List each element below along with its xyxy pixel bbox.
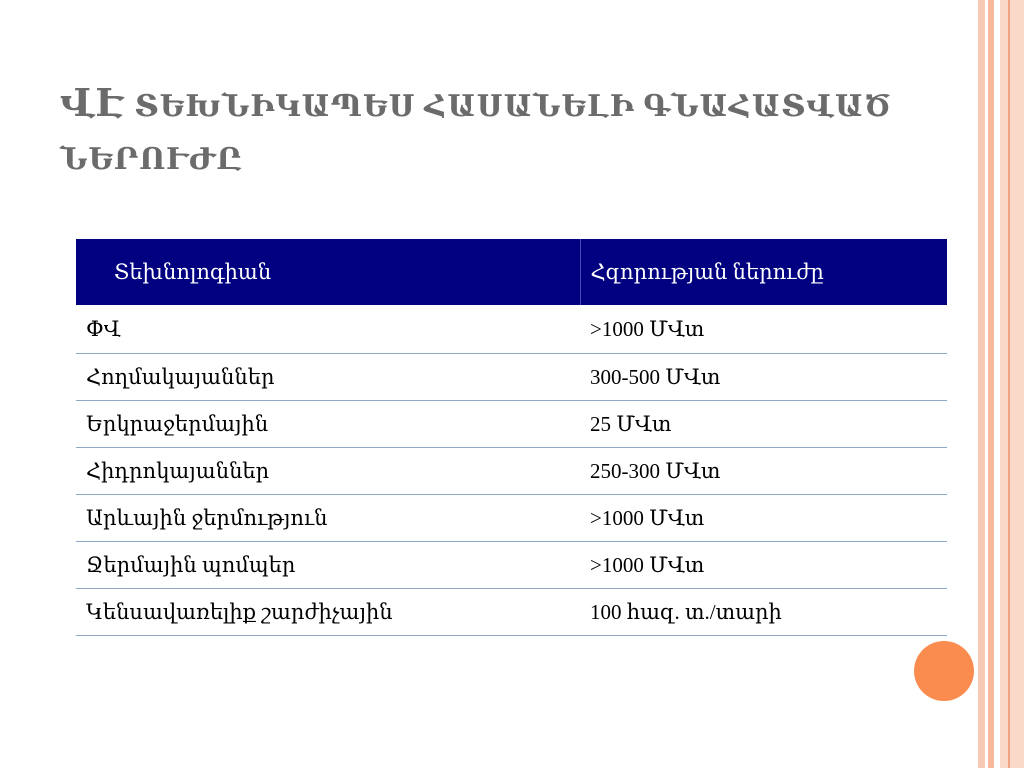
title-line-1: ՏԵԽՆԻԿԱՊԵՍ ՀԱՍԱՆԵԼԻ ԳՆԱՀԱՏՎԱԾ [134, 90, 892, 123]
decorative-circle [914, 641, 974, 701]
table-row [76, 401, 947, 448]
slide-title [60, 78, 940, 186]
cell-technology: Երկրաջերմային [76, 401, 580, 448]
cell-capacity: 100 հազ. տ./տարի [580, 589, 947, 636]
table-row [76, 542, 947, 589]
table-row [76, 495, 947, 542]
cell-technology: ՓՎ [76, 305, 580, 354]
cell-capacity: 25 ՄՎտ [580, 401, 947, 448]
cell-capacity: 300-500 ՄՎտ [580, 354, 947, 401]
decorative-stripe [1008, 0, 1010, 768]
cell-capacity: >1000 ՄՎտ [580, 305, 947, 354]
cell-technology: Հիդրոկայաններ [76, 448, 580, 495]
header-technology: Տեխնոլոգիան [76, 239, 580, 305]
title-line-2: ՆԵՐՈՒԺԸ [60, 143, 243, 176]
cell-technology: Կենսավառելիք շարժիչային [76, 589, 580, 636]
cell-capacity: >1000 ՄՎտ [580, 495, 947, 542]
header-capacity-potential: Հզորության ներուժը [580, 239, 947, 305]
cell-technology: Հողմակայաններ [76, 354, 580, 401]
table-row [76, 354, 947, 401]
cell-capacity: 250-300 ՄՎտ [580, 448, 947, 495]
decorative-stripe [978, 0, 985, 768]
cell-technology: Ջերմային պոմպեր [76, 542, 580, 589]
table-row [76, 305, 947, 354]
title-lead: ՎԷ [60, 83, 126, 125]
decorative-stripe [1000, 0, 1024, 768]
table-header-row [76, 239, 947, 305]
cell-technology: Արևային ջերմություն [76, 495, 580, 542]
potential-table [76, 239, 947, 636]
table-row [76, 589, 947, 636]
cell-capacity: >1000 ՄՎտ [580, 542, 947, 589]
table-row [76, 448, 947, 495]
